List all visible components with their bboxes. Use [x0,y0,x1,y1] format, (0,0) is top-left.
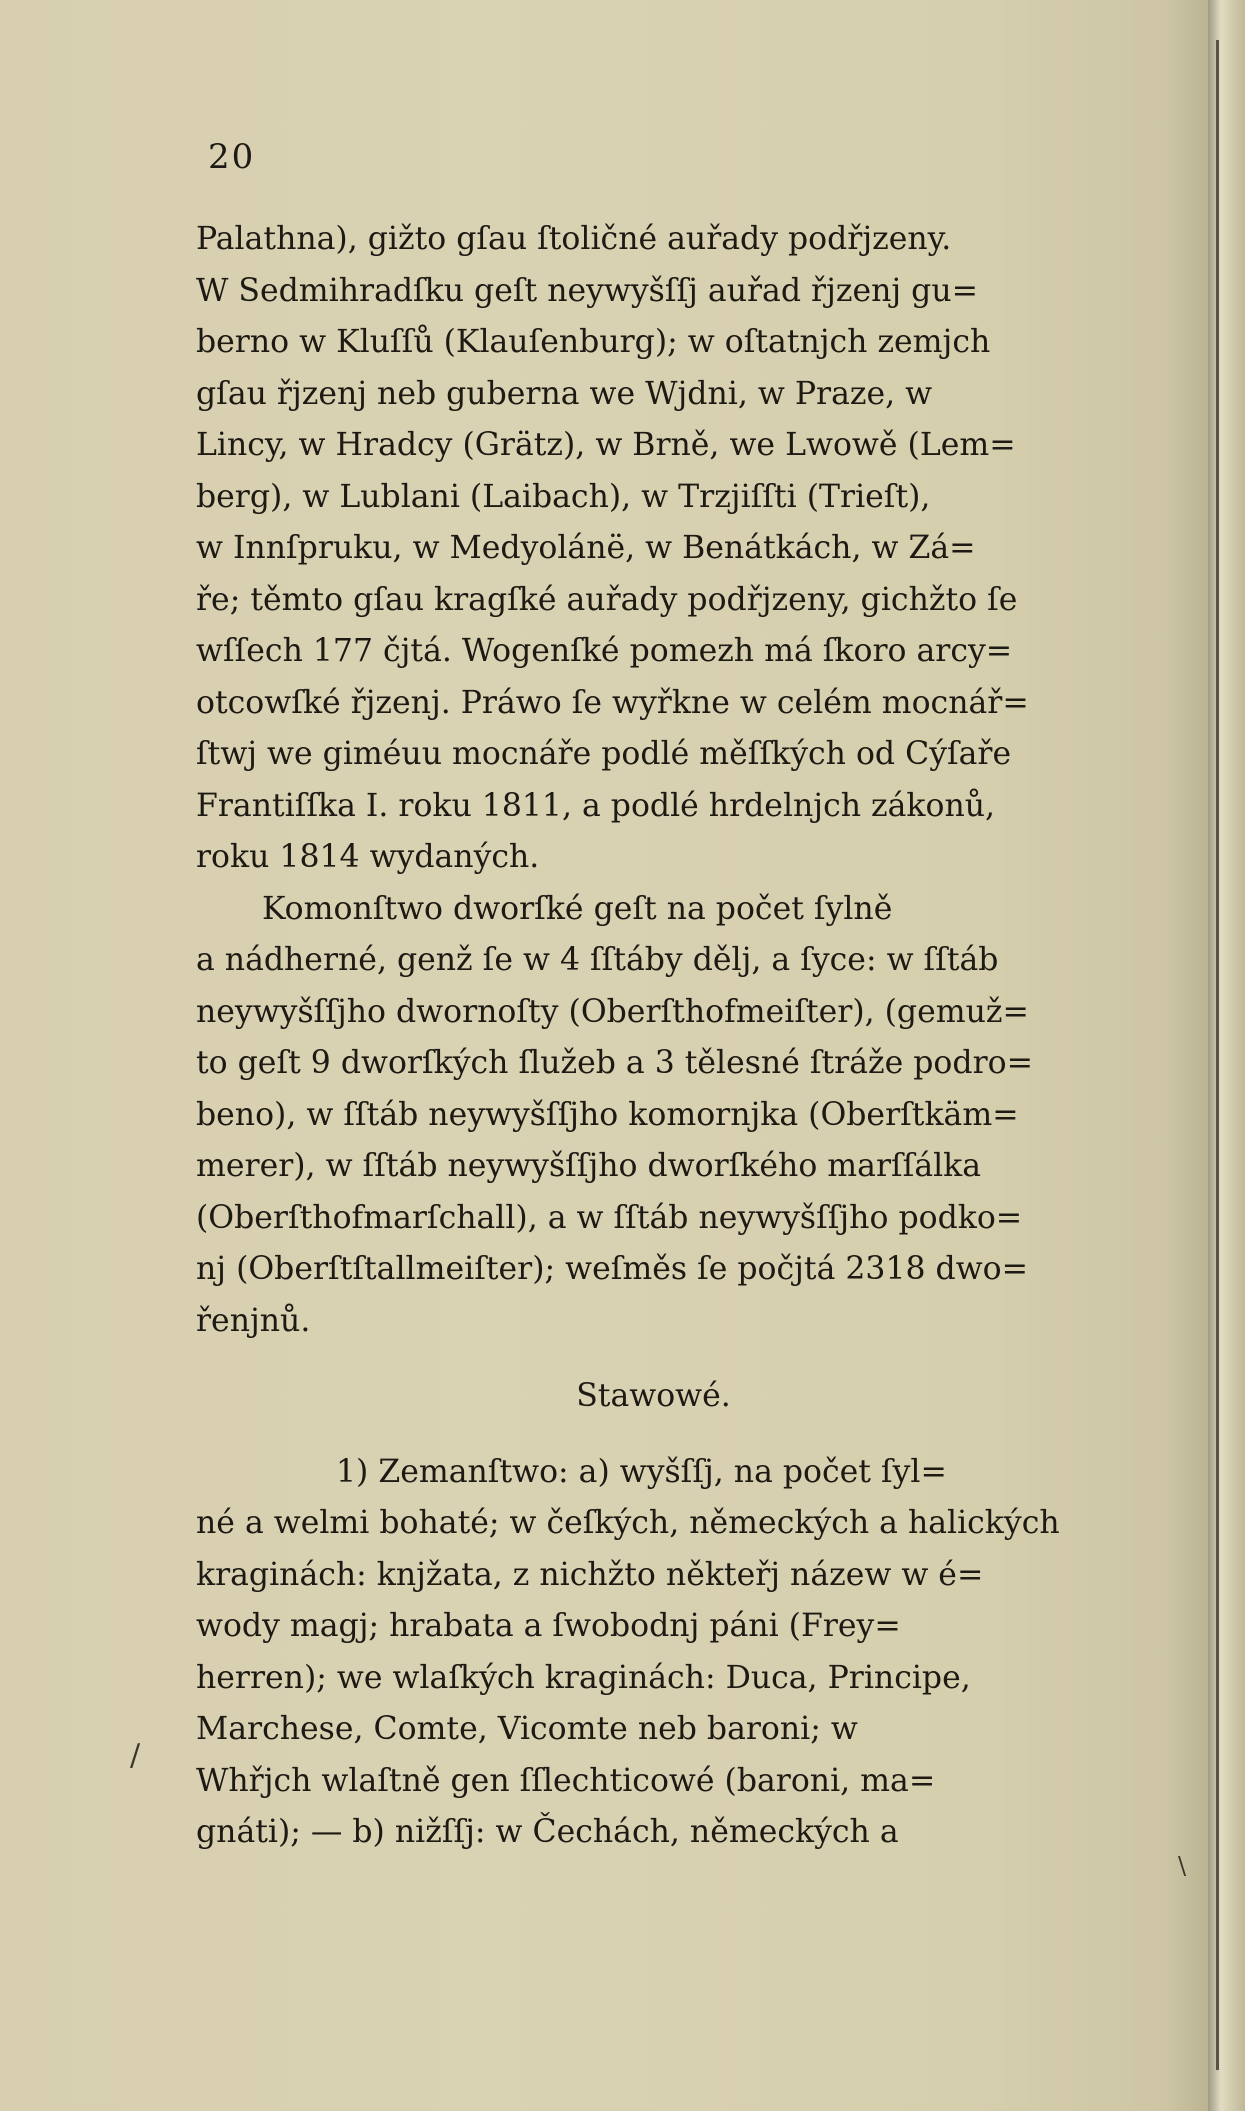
spacer [196,1347,1171,1371]
section-heading: Stawowé. [576,1378,731,1414]
text-line: merer), w ſſtáb neywyšſſjho dworſkého marſſálka [196,1148,982,1184]
text-line: Whřjch wlaſtně gen ſſlechticowé (baroni, ma= [196,1762,936,1799]
margin-mark: \ [1178,1852,1187,1880]
text-line: řenjnů. [196,1302,311,1339]
text-line: Palathna), gižto gſau ſtoličné auřady podřjzeny. [196,221,952,257]
text-line: otcowſké řjzenj. Práwo ſe wyřkne w celém mocnář= [196,684,1029,721]
text-line: ře; těmto gſau kragſké auřady podřjzeny, gichžto ſe [196,581,1018,618]
text-line: neywyšſſjho dwornoſty (Oberſthofmeiſter), (gemuž= [196,993,1029,1030]
text-line: a nádherné, genž ſe w 4 ſſtáby dělj, a ſyce: w ſſtáb [196,942,999,978]
page-edge-line [1216,40,1219,2070]
text-line: w Innſpruku, w Medyolánë, w Benátkách, w Zá= [196,530,976,566]
margin-mark: / [130,1738,141,1773]
text-line: Komonſtwo dworſké geſt na počet ſylně [262,890,893,927]
text-line: 1) Zemanſtwo: a) wyšſſj, na počet ſyl= [336,1453,947,1490]
text-line: berg), w Lublani (Laibach), w Trzjiſſti (Trieſt), [196,478,931,515]
text-line: to geſt 9 dworſkých ſlužeb a 3 tělesné ſtráže podro= [196,1045,1033,1081]
text-line: gnáti); — b) nižſſj: w Čechách, německých a [196,1814,899,1850]
text-line: Frantiſſka I. roku 1811, a podlé hrdelnjch zákonů, [196,787,996,824]
text-line: kraginách: knjžata, z nichžto někteřj názew w é= [196,1556,984,1593]
text-line: wſſech 177 čjtá. Wogenſké pomezh má ſkoro arcy= [196,633,1013,669]
text-line: berno w Kluſſů (Klauſenburg); w oſtatnjch zemjch [196,324,991,360]
text-line: nj (Oberſtſtallmeiſter); weſměs ſe počjtá 2318 dwo= [196,1251,1029,1287]
text-line: (Oberſthofmarſchall), a w ſſtáb neywyšſſjho podko= [196,1199,1023,1236]
text-line: Marchese, Comte, Vicomte neb baroni; w [196,1711,858,1747]
page-edge-shadow [1208,0,1245,2111]
page-number: 20 [208,137,256,177]
spacer [196,1423,1171,1447]
text-line: beno), w ſſtáb neywyšſſjho komornjka (Oberſtkäm= [196,1096,1019,1133]
text-line: ſtwj we giméuu mocnáře podlé měſſkých od Cýſaře [196,736,1012,772]
text-line: né a welmi bohaté; w čeſkých, německých a halických [196,1505,1060,1541]
text-line: W Sedmihradſku geſt neywyšſſj auřad řjzenj gu= [196,272,978,309]
text-line: wody magj; hrabata a ſwobodnj páni (Frey= [196,1608,901,1644]
text-line: Lincy, w Hradcy (Grätz), w Brně, we Lwowě (Lem= [196,427,1016,463]
text-line: gſau řjzenj neb guberna we Wjdni, w Praze, w [196,375,933,412]
text-block [196,214,1171,1859]
text-line: herren); we wlaſkých kraginách: Duca, Principe, [196,1659,971,1696]
text-line: roku 1814 wydaných. [196,839,540,875]
